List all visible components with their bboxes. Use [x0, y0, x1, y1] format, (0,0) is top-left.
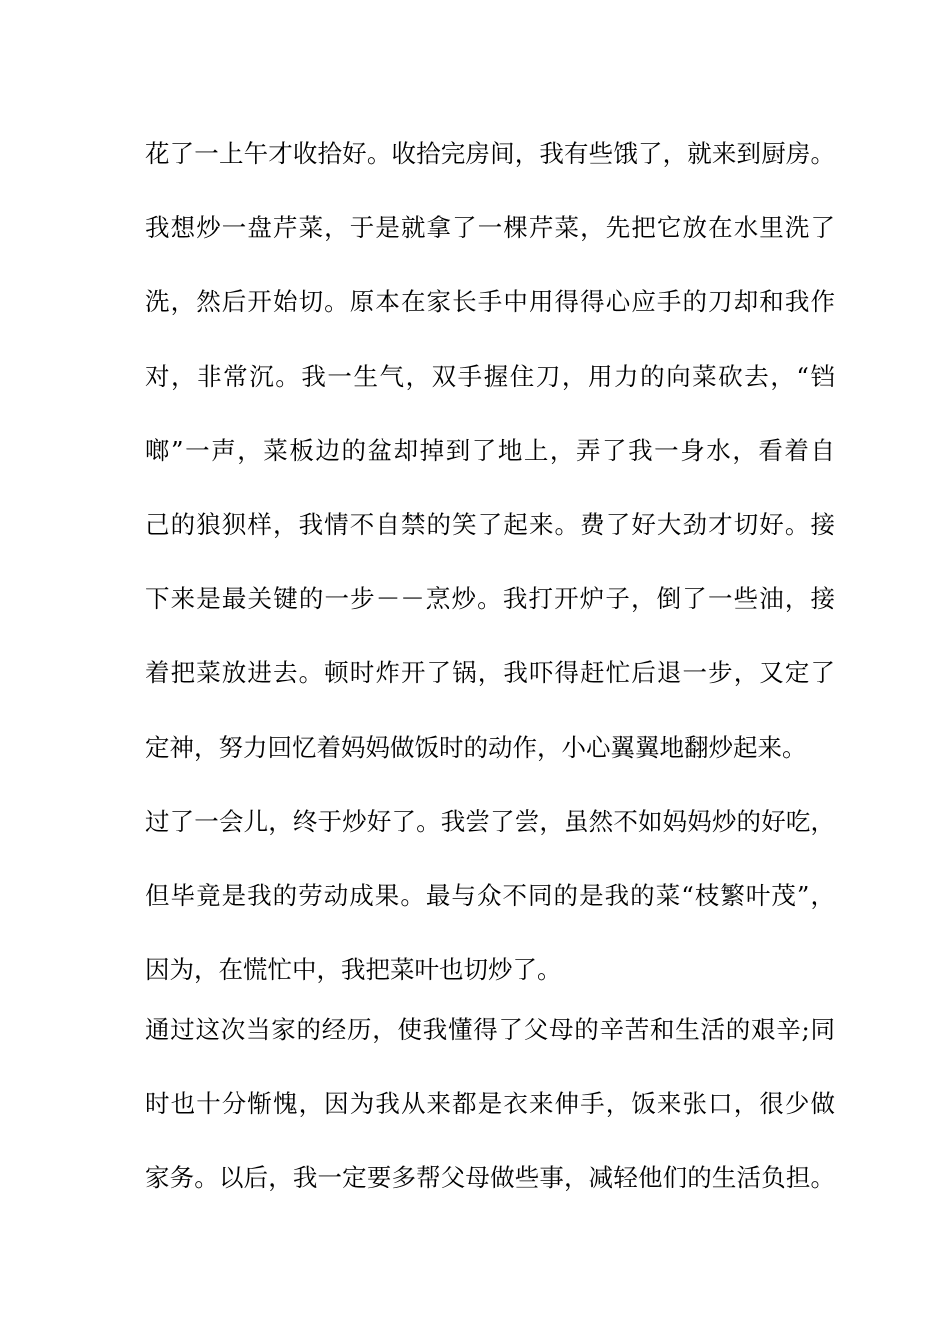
text-line: 啷”一声，菜板边的盆却掉到了地上，弄了我一身水，看着自 — [145, 435, 835, 465]
text-line: 洗，然后开始切。原本在家长手中用得得心应手的刀却和我作 — [145, 287, 835, 317]
text-line: 对，非常沉。我一生气，双手握住刀，用力的向菜砍去，“铛 — [145, 361, 835, 391]
text-line: 下来是最关键的一步－－烹炒。我打开炉子，倒了一些油，接 — [145, 584, 835, 614]
text-line: 通过这次当家的经历，使我懂得了父母的辛苦和生活的艰辛;同 — [145, 1015, 835, 1045]
text-line: 我想炒一盘芹菜，于是就拿了一棵芹菜，先把它放在水里洗了 — [145, 213, 835, 243]
text-line: 己的狼狈样，我情不自禁的笑了起来。费了好大劲才切好。接 — [145, 509, 835, 539]
text-line: 定神，努力回忆着妈妈做饭时的动作，小心翼翼地翻炒起来。 — [145, 732, 807, 762]
text-line: 着把菜放进去。顿时炸开了锅，我吓得赶忙后退一步，又定了 — [145, 658, 835, 688]
text-line: 但毕竟是我的劳动成果。最与众不同的是我的菜“枝繁叶茂”， — [145, 880, 835, 910]
text-line: 时也十分惭愧，因为我从来都是衣来伸手，饭来张口，很少做 — [145, 1089, 835, 1119]
text-line: 因为，在慌忙中，我把菜叶也切炒了。 — [145, 955, 562, 985]
text-line: 过了一会儿，终于炒好了。我尝了尝，虽然不如妈妈炒的好吃， — [145, 806, 835, 836]
essay-body — [145, 132, 835, 1231]
text-line: 家务。以后，我一定要多帮父母做些事，减轻他们的生活负担。 — [145, 1163, 835, 1193]
text-line: 花了一上午才收拾好。收拾完房间，我有些饿了，就来到厨房。 — [145, 139, 835, 168]
